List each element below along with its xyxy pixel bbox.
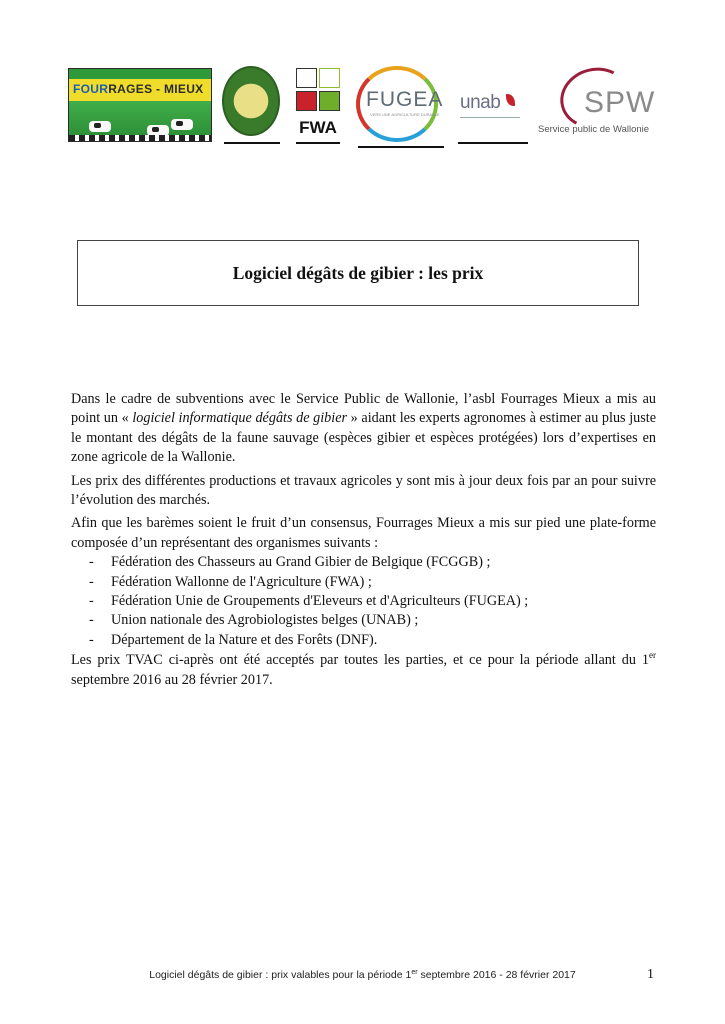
list-item [89,631,656,650]
list-item-text: Union nationale des Agrobiologistes belges (UNAB) ; [111,612,419,629]
title-box [77,240,639,306]
logo-underline [224,142,280,144]
logo-strip [66,64,676,146]
spw-logo-text: SPW [584,86,656,119]
fence-icon [69,135,211,141]
page-footer [0,967,725,987]
unab-logo-text: unab [460,92,501,113]
document-body [71,390,656,694]
footer-text-end: septembre 2016 - 28 février 2017 [417,969,576,981]
ordinal-superscript: er [649,650,656,661]
list-dash: - [89,554,94,571]
logo-underline [358,146,444,148]
footer-text-start: Logiciel dégâts de gibier : prix valables pour la période 1 [149,969,412,981]
page-number: 1 [647,967,654,982]
logo-underline [296,142,340,144]
fwa-logo-text: FWA [299,118,337,137]
list-dash: - [89,573,94,590]
cow-icon [171,119,193,130]
intro-text-start: Dans le cadre de subventions avec le Service Public de Wallonie, l’asbl Fourrages Mieux a mis au point un « [71,391,656,427]
logo-tile [319,68,340,88]
list-dash: - [89,631,94,648]
page-title: Logiciel dégâts de gibier : les prix [232,262,484,283]
fugea-logo-tagline: VERS UNE AGRICULTURE DURABLE [370,112,440,117]
logo-rule [460,117,520,118]
fcggb-logo [222,66,280,140]
prices-text-start: Les prix TVAC ci-après ont été acceptés par toutes les parties, et ce pour la période allant du 1 [71,652,649,669]
list-item [89,611,656,630]
list-item-text: Fédération des Chasseurs au Grand Gibier de Belgique (FCGGB) ; [111,554,491,571]
update-paragraph: Les prix des différentes productions et travaux agricoles y sont mis à jour deux fois par an pour suivre l’évolution des marchés. [71,472,656,509]
list-item [89,573,656,592]
logo-tile [296,68,317,88]
logo-underline [458,142,528,144]
logo-tile [319,91,340,111]
list-item [89,553,656,572]
cow-icon [89,121,111,132]
list-item-text: Fédération Wallonne de l'Agriculture (FWA) ; [111,573,372,590]
footer-text [0,969,725,981]
list-dash: - [89,593,94,610]
organisations-list [89,553,656,650]
logo-tile [296,91,317,111]
footer-ordinal-superscript: er [411,969,418,976]
logo-text-rages: RAGES [108,82,153,96]
list-dash: - [89,612,94,629]
leaf-icon [506,94,515,106]
software-name: logiciel informatique dégâts de gibier [132,410,348,427]
logo-text-mieux: - MIEUX [152,82,204,96]
fourrages-mieux-logo-text [73,82,203,96]
prices-text-end: septembre 2016 au 28 février 2017. [71,671,273,688]
list-item-text: Fédération Unie de Groupements d'Eleveurs et d'Agriculteurs (FUGEA) ; [111,593,529,610]
logo-text-four: FOUR [73,82,109,96]
unab-logo [458,66,528,140]
fugea-logo [352,66,446,144]
fwa-logo [294,66,342,140]
intro-paragraph [71,390,656,468]
platform-paragraph: Afin que les barèmes soient le fruit d’un consensus, Fourrages Mieux a mis sur pied une plate-forme composée d’un représentant des organismes suivants : [71,515,656,551]
prices-paragraph [71,651,656,690]
list-item [89,592,656,611]
spw-logo-tagline: Service public de Wallonie [538,124,650,135]
spw-logo [538,64,676,144]
deer-emblem-icon [222,66,280,136]
fourrages-mieux-logo [68,68,212,142]
intro-text-end: » aidant les experts agronomes à estimer au plus juste le montant des dégâts de la faune sauvage (espèces gibier et espèces protégées) lors d’expertises en zone agricole de la Wallonie. [71,410,656,466]
fugea-logo-text: FUGEA [366,88,444,111]
list-item-text: Département de la Nature et des Forêts (DNF). [111,631,378,648]
